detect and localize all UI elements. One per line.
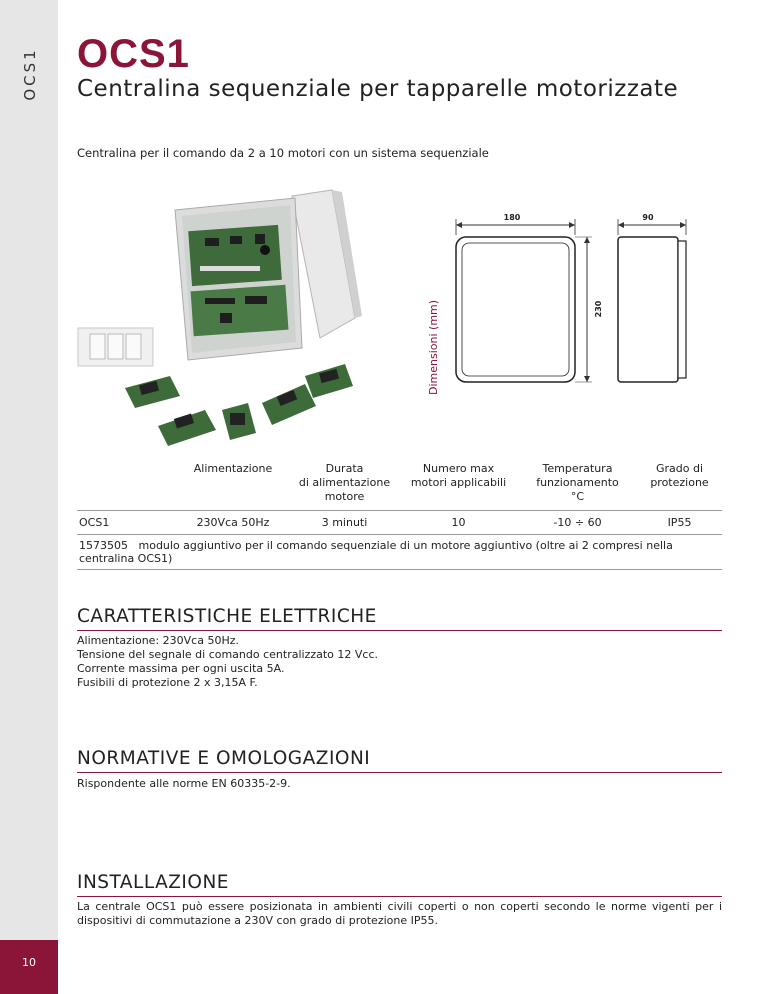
cell-temperatura: -10 ÷ 60: [518, 511, 637, 535]
dimensions-label: Dimensioni (mm): [427, 299, 440, 395]
section-divider: [77, 896, 722, 897]
table-row: [77, 511, 722, 535]
section-body-caratteristiche: Alimentazione: 230Vca 50Hz. Tensione del segnale di comando centralizzato 12 Vcc. Corrente massima per ogni uscita 5A. Fusibili di protezione 2 x 3,15A F.: [77, 634, 379, 689]
dimension-depth: 90: [642, 213, 654, 222]
section-title-caratteristiche: CARATTERISTICHE ELETTRICHE: [77, 606, 377, 627]
cell-code: OCS1: [77, 511, 176, 535]
cell-numero-motori: 10: [399, 511, 518, 535]
page-number: 10: [22, 956, 36, 969]
accessory-row: [77, 535, 722, 570]
section-divider: [77, 772, 722, 773]
accessory-description: modulo aggiuntivo per il comando sequenziale di un motore aggiuntivo (oltre ai 2 compresi nella centralina OCS1): [79, 539, 673, 565]
section-divider: [77, 630, 722, 631]
cell-durata: 3 minuti: [290, 511, 399, 535]
page-title: OCS1: [77, 32, 190, 76]
sidebar-product-code: OCS1: [21, 47, 39, 101]
cell-grado-protezione: IP55: [637, 511, 722, 535]
section-title-installazione: INSTALLAZIONE: [77, 872, 229, 893]
accessory-code: 1573505: [79, 539, 128, 552]
section-body-installazione: La centrale OCS1 può essere posizionata in ambienti civili coperti o non coperti secondo le norme vigenti per i dispositivi di commutazione a 230V con grado di protezione IP55.: [77, 900, 722, 927]
header-alimentazione: Alimentazione: [176, 458, 290, 511]
product-photo: [70, 188, 415, 450]
accessory-cell: [77, 535, 722, 570]
header-grado-protezione: Grado di protezione: [637, 458, 722, 511]
spec-table-header: [77, 458, 722, 511]
section-body-normative: Rispondente alle norme EN 60335-2-9.: [77, 777, 291, 790]
dimension-drawing: [420, 205, 710, 400]
header-durata: Durata di alimentazione motore: [290, 458, 399, 511]
dimension-height: 230: [594, 300, 603, 318]
header-numero-motori: Numero max motori applicabili: [399, 458, 518, 511]
dimension-width: 180: [503, 213, 521, 222]
sidebar: [0, 0, 58, 994]
spec-table: [77, 458, 722, 570]
header-code: [77, 458, 176, 511]
cell-alimentazione: 230Vca 50Hz: [176, 511, 290, 535]
intro-text: Centralina per il comando da 2 a 10 motori con un sistema sequenziale: [77, 146, 489, 160]
section-title-normative: NORMATIVE E OMOLOGAZIONI: [77, 748, 371, 769]
header-temperatura: Temperatura funzionamento °C: [518, 458, 637, 511]
page-subtitle: Centralina sequenziale per tapparelle motorizzate: [77, 76, 679, 102]
